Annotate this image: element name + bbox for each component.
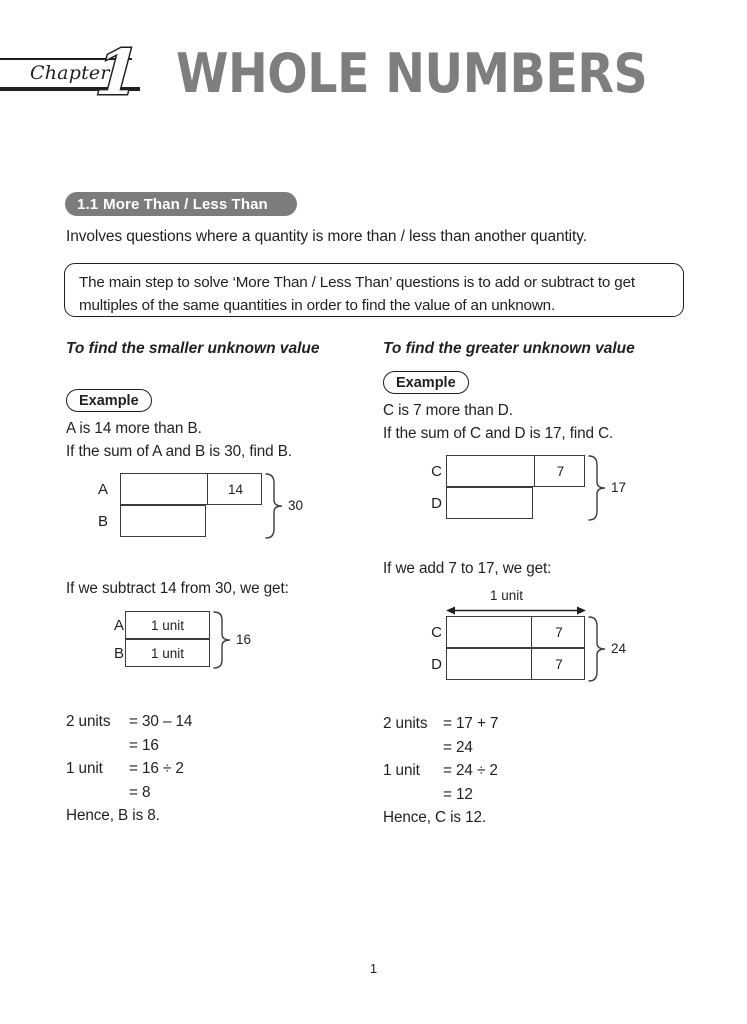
- left-bar2-brace-label: 16: [236, 632, 252, 647]
- left-conclusion-row: [66, 804, 192, 828]
- right-working-lhs-3: [383, 783, 443, 807]
- right-bar2-row-c-segment: 7: [531, 617, 586, 647]
- right-working-row: [383, 759, 498, 783]
- right-bar-model-2: [383, 588, 643, 678]
- right-conclusion: Hence, C is 12.: [383, 809, 487, 826]
- right-bar2-row-d-segment: 7: [531, 649, 586, 679]
- right-question-line-2: If the sum of C and D is 17, find C.: [383, 425, 614, 442]
- left-bar1-brace: [264, 471, 286, 541]
- right-bar-model-1: [383, 452, 643, 522]
- right-bar1-row-label-c: C: [431, 463, 442, 480]
- right-transition-text: If we add 7 to 17, we get:: [383, 560, 552, 577]
- right-question-line-1: C is 7 more than D.: [383, 402, 513, 419]
- section-name: More Than / Less Than: [103, 195, 268, 213]
- right-bar1-row-c: [446, 455, 585, 487]
- left-bar1-row-label-b: B: [97, 513, 108, 530]
- right-working-rhs-1: = 24: [443, 738, 473, 756]
- left-working-rhs-1: = 16: [129, 736, 159, 754]
- right-bar1-row-d: [446, 487, 533, 519]
- left-working-lhs-3: [66, 781, 129, 805]
- right-working-row: [383, 736, 498, 760]
- right-working-lhs-0: 2 units: [383, 715, 428, 732]
- left-column-heading: To find the smaller unknown value: [66, 340, 320, 357]
- right-working-rhs-3: = 12: [443, 785, 473, 803]
- left-bar2-row-b: [125, 639, 210, 667]
- right-conclusion-row: [383, 806, 498, 830]
- right-working: [383, 712, 498, 830]
- left-working-row: [66, 710, 192, 734]
- right-working-row: [383, 712, 498, 736]
- left-transition-text: If we subtract 14 from 30, we get:: [66, 580, 289, 597]
- section-intro-text: Involves questions where a quantity is more than / less than another quantity.: [66, 228, 587, 245]
- right-bar2-unit-arrow-icon: [446, 605, 586, 616]
- left-working-lhs-2: 1 unit: [66, 760, 103, 777]
- right-bar2-row-d: [446, 648, 585, 680]
- left-bar1-row-b: [120, 505, 206, 537]
- left-working-row: [66, 781, 192, 805]
- left-working-rhs-3: = 8: [129, 783, 151, 801]
- right-working-row: [383, 783, 498, 807]
- page-number: 1: [369, 961, 378, 976]
- left-bar1-row-a-segment: 14: [207, 474, 263, 504]
- right-bar2-unit-arrow-label: 1 unit: [490, 588, 524, 603]
- right-bar1-row-c-segment: 7: [534, 456, 586, 486]
- right-bar2-brace-label: 24: [611, 641, 627, 656]
- left-bar2-row-a-value: 1 unit: [150, 617, 185, 633]
- right-example-pill: Example: [383, 371, 469, 394]
- section-header-pill: [65, 192, 297, 216]
- right-bar2-row-c: [446, 616, 585, 648]
- right-bar2-row-label-c: C: [431, 624, 442, 641]
- left-bar2-row-a: [125, 611, 210, 639]
- left-bar-model-1: [66, 470, 316, 540]
- left-bar2-brace: [212, 609, 234, 671]
- chapter-banner: [0, 36, 148, 109]
- left-bar2-row-label-b: B: [113, 645, 124, 662]
- chapter-word: Chapter: [26, 62, 114, 84]
- right-working-lhs-1: [383, 736, 443, 760]
- right-column-heading: To find the greater unknown value: [383, 340, 635, 357]
- right-bar1-row-label-d: D: [431, 495, 442, 512]
- left-conclusion: Hence, B is 8.: [66, 807, 160, 824]
- left-working-row: [66, 734, 192, 758]
- right-bar1-brace: [587, 453, 609, 523]
- left-bar-model-2: [66, 611, 286, 669]
- left-working-lhs-0: 2 units: [66, 713, 111, 730]
- left-working-rhs-0: = 30 – 14: [129, 713, 193, 730]
- left-question-line-2: If the sum of A and B is 30, find B.: [66, 443, 292, 460]
- page-title: WHOLE NUMBERS: [176, 42, 648, 105]
- left-working: [66, 710, 192, 828]
- left-working-lhs-1: [66, 734, 129, 758]
- left-question-line-1: A is 14 more than B.: [66, 420, 202, 437]
- left-bar2-row-label-a: A: [113, 617, 124, 634]
- left-bar1-row-a: [120, 473, 262, 505]
- left-working-rhs-2: = 16 ÷ 2: [129, 760, 184, 777]
- right-working-lhs-2: 1 unit: [383, 762, 420, 779]
- left-bar2-row-b-value: 1 unit: [150, 645, 185, 661]
- right-working-rhs-0: = 17 + 7: [443, 715, 499, 732]
- left-bar1-brace-label: 30: [288, 498, 304, 513]
- right-bar2-row-label-d: D: [431, 656, 442, 673]
- right-bar1-brace-label: 17: [611, 480, 627, 495]
- right-bar2-brace: [587, 614, 609, 684]
- key-concept-box: The main step to solve ‘More Than / Less Than’ questions is to add or subtract to get multiples of the same quantities in order to find the value of an unknown.: [64, 263, 684, 317]
- left-example-pill: Example: [66, 389, 152, 412]
- chapter-number: 1: [93, 36, 142, 109]
- right-working-rhs-2: = 24 ÷ 2: [443, 762, 498, 779]
- section-number: 1.1: [77, 195, 99, 213]
- left-bar1-row-label-a: A: [97, 481, 108, 498]
- left-working-row: [66, 757, 192, 781]
